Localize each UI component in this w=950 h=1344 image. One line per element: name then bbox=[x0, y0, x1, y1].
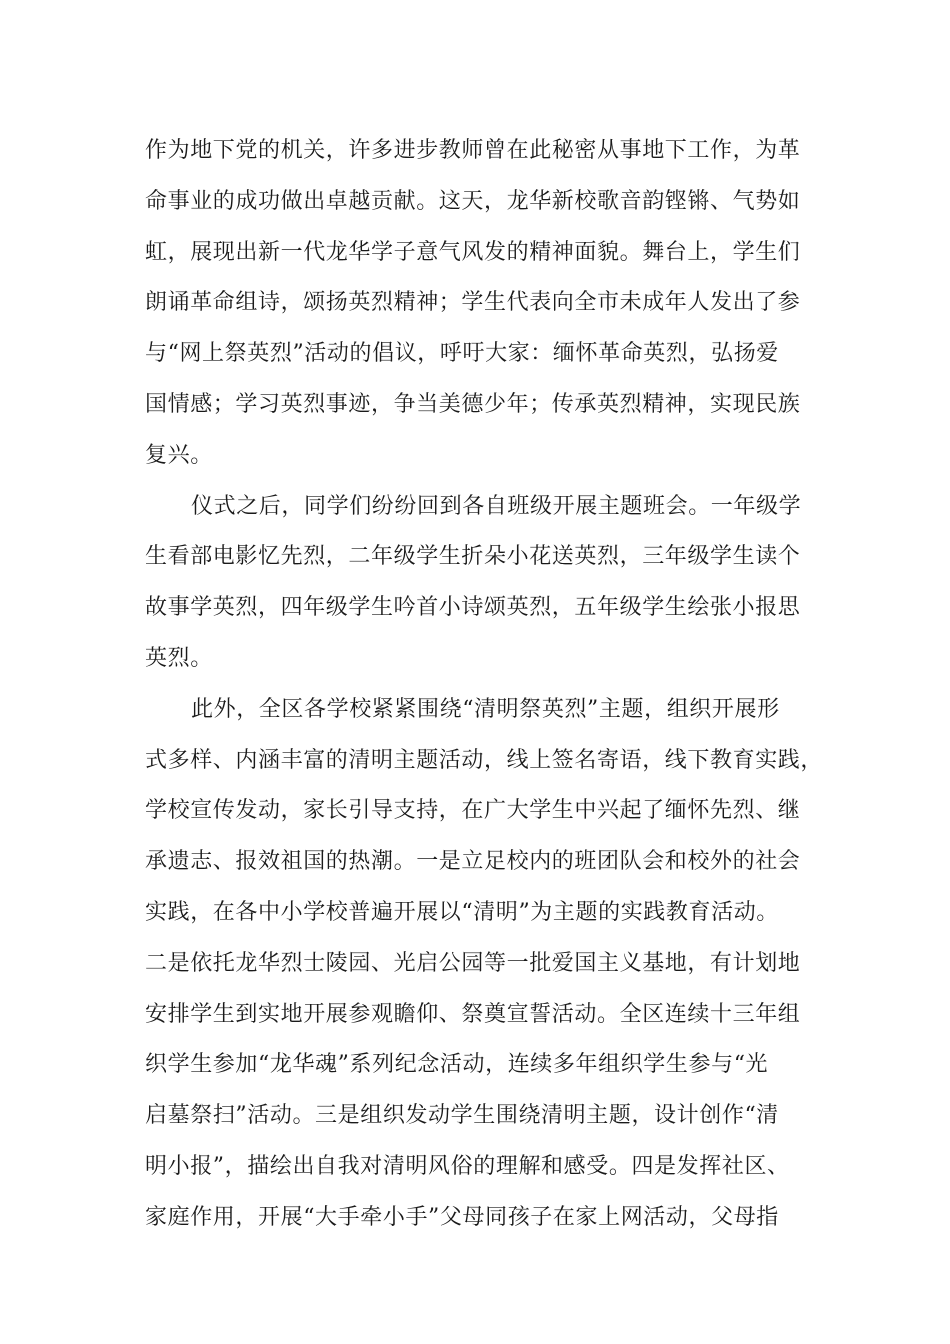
text-line: 学校宣传发动，家长引导支持，在广大学生中兴起了缅怀先烈、继 bbox=[145, 798, 801, 824]
text-line: 安排学生到实地开展参观瞻仰、祭奠宣誓活动。全区连续十三年组 bbox=[145, 1001, 801, 1027]
paragraph-first-line: 此外，全区各学校紧紧围绕“清明祭英烈”主题，组织开展形 bbox=[191, 696, 780, 722]
text-line: 织学生参加“龙华魂”系列纪念活动，连续多年组织学生参与“光 bbox=[145, 1052, 769, 1078]
text-line: 国情感；学习英烈事迹，争当美德少年；传承英烈精神，实现民族 bbox=[145, 391, 801, 417]
text-line: 明小报”，描绘出自我对清明风俗的理解和感受。四是发挥社区、 bbox=[145, 1153, 790, 1179]
text-line: 承遗志、报效祖国的热潮。一是立足校内的班团队会和校外的社会 bbox=[145, 849, 801, 875]
text-line: 实践，在各中小学校普遍开展以“清明”为主题的实践教育活动。 bbox=[145, 899, 779, 925]
text-line: 虹，展现出新一代龙华学子意气风发的精神面貌。舞台上，学生们 bbox=[145, 239, 801, 265]
text-line: 与“网上祭英烈”活动的倡议，呼吁大家：缅怀革命英烈，弘扬爱 bbox=[145, 341, 779, 367]
text-line: 命事业的成功做出卓越贡献。这天，龙华新校歌音韵铿锵、气势如 bbox=[145, 188, 801, 214]
text-line: 二是依托龙华烈士陵园、光启公园等一批爱国主义基地，有计划地 bbox=[145, 950, 801, 976]
text-line: 启墓祭扫”活动。三是组织发动学生围绕清明主题，设计创作“清 bbox=[145, 1103, 779, 1129]
text-line: 作为地下党的机关，许多进步教师曾在此秘密从事地下工作，为革 bbox=[145, 138, 801, 163]
text-line: 复兴。 bbox=[145, 442, 213, 468]
text-line: 式多样、内涵丰富的清明主题活动，线上签名寄语，线下教育实践， bbox=[145, 747, 824, 773]
text-line: 家庭作用，开展“大手牵小手”父母同孩子在家上网活动，父母指 bbox=[145, 1204, 779, 1230]
text-line: 故事学英烈，四年级学生吟首小诗颂英烈，五年级学生绘张小报思 bbox=[145, 595, 801, 621]
text-line: 生看部电影忆先烈，二年级学生折朵小花送英烈，三年级学生读个 bbox=[145, 544, 801, 570]
body-text bbox=[145, 126, 835, 1244]
paragraph-first-line: 仪式之后，同学们纷纷回到各自班级开展主题班会。一年级学 bbox=[191, 493, 802, 519]
text-line: 英烈。 bbox=[145, 645, 213, 671]
text-line: 朗诵革命组诗，颂扬英烈精神；学生代表向全市未成年人发出了参 bbox=[145, 290, 801, 316]
